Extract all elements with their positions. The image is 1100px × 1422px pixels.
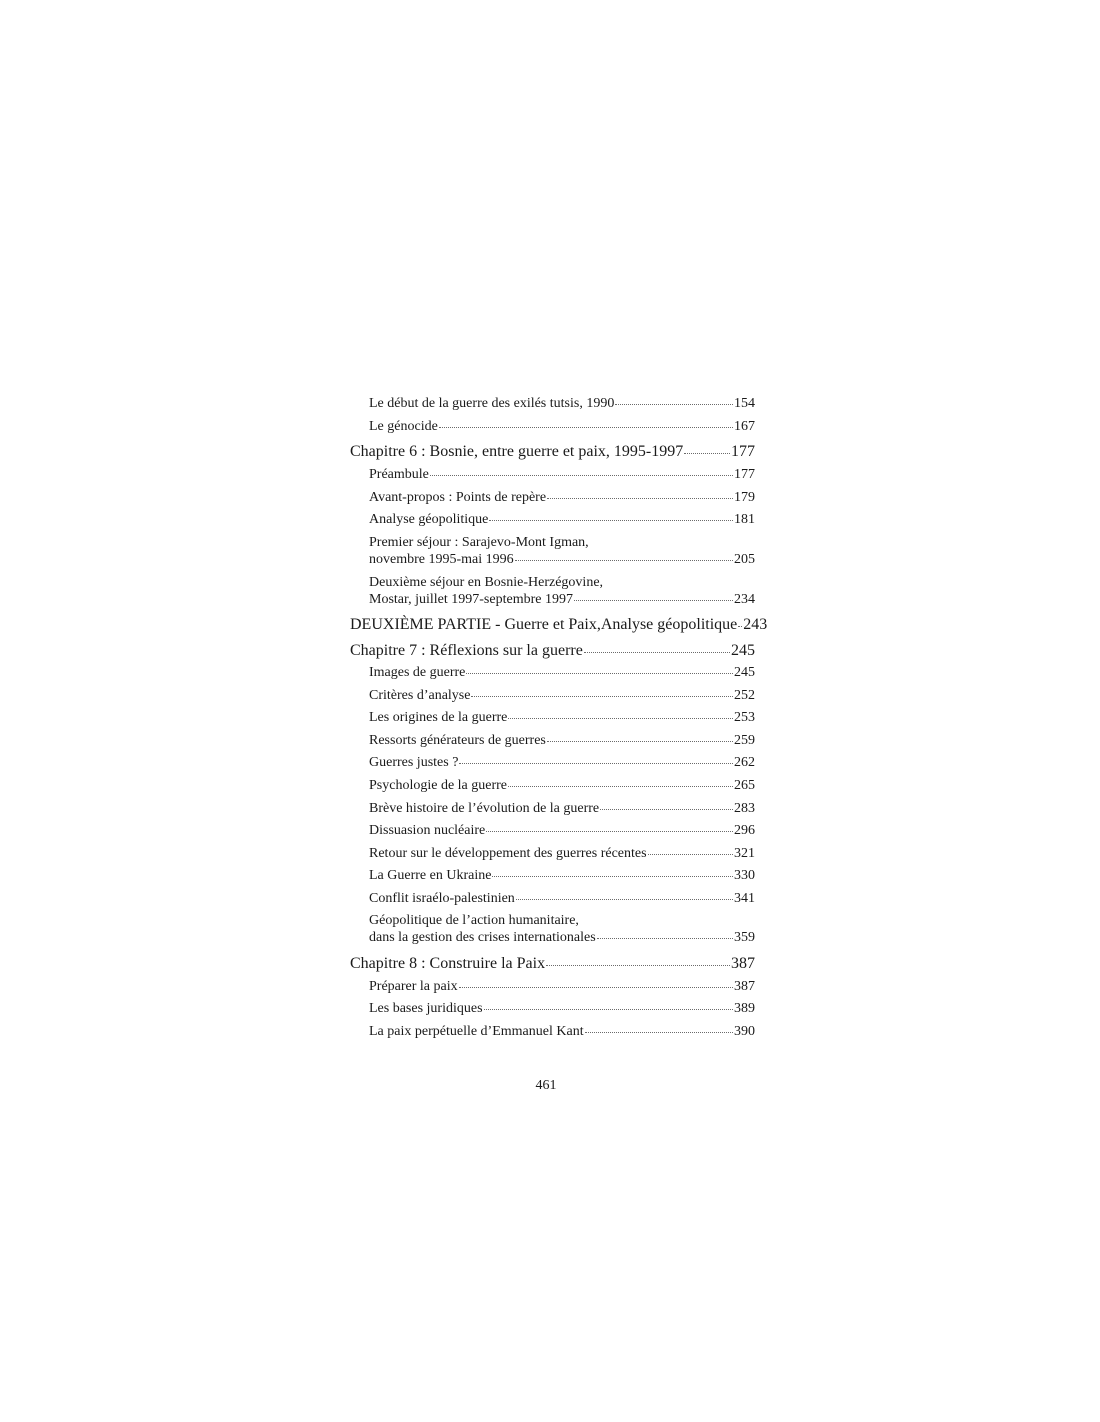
toc-entry-page: 389	[734, 1001, 755, 1016]
toc-section-entry[interactable]	[350, 890, 755, 907]
dot-leader	[600, 808, 733, 810]
toc-section-entry[interactable]	[350, 534, 755, 568]
toc-section-entry[interactable]	[350, 511, 755, 528]
dot-leader	[574, 599, 733, 601]
dot-leader	[585, 1031, 733, 1033]
toc-section-entry[interactable]	[350, 489, 755, 506]
toc-entry-title: novembre 1995-mai 1996	[369, 552, 514, 567]
toc-entry-page: 359	[734, 930, 755, 945]
toc-chapter-entry[interactable]	[350, 442, 755, 461]
toc-entry-title: Retour sur le développement des guerres récentes	[369, 846, 647, 861]
toc-entry-page: 321	[734, 846, 755, 861]
toc-entry-page: 154	[734, 396, 755, 411]
toc-chapter-entry[interactable]	[350, 615, 768, 634]
toc-entry-title: Les bases juridiques	[369, 1001, 483, 1016]
toc-entry-title: Ressorts générateurs de guerres	[369, 733, 546, 748]
dot-leader	[471, 695, 733, 697]
toc-section-entry[interactable]	[350, 709, 755, 726]
toc-entry-title: Préparer la paix	[369, 979, 458, 994]
toc-section-entry[interactable]	[350, 867, 755, 884]
dot-leader	[508, 717, 733, 719]
toc-entry-page: 253	[734, 710, 755, 725]
toc-entry-page: 259	[734, 733, 755, 748]
dot-leader	[648, 853, 733, 855]
dot-leader	[492, 875, 733, 877]
toc-entry-title: Critères d’analyse	[369, 688, 471, 703]
toc-entry-title: DEUXIÈME PARTIE - Guerre et Paix,Analyse géopolitique	[350, 616, 738, 633]
toc-entry-title: Analyse géopolitique	[369, 512, 489, 527]
toc-entry-page: 245	[734, 665, 755, 680]
toc-section-entry[interactable]	[350, 754, 755, 771]
toc-entry-title: Le génocide	[369, 419, 438, 434]
toc-entry-page: 262	[734, 755, 755, 770]
toc-section-entry[interactable]	[350, 732, 755, 749]
toc-entry-title: Mostar, juillet 1997-septembre 1997	[369, 592, 573, 607]
toc-section-entry[interactable]	[350, 822, 755, 839]
toc-section-entry[interactable]	[350, 687, 755, 704]
page-number: 461	[535, 1078, 557, 1093]
dot-leader	[489, 519, 733, 521]
toc-entry-page: 181	[734, 512, 755, 527]
toc-entry-page: 283	[734, 801, 755, 816]
toc-entry-title-line: Deuxième séjour en Bosnie-Herzégovine,	[369, 575, 604, 590]
dot-leader	[546, 964, 730, 966]
dot-leader	[439, 426, 733, 428]
toc-entry-title: Psychologie de la guerre	[369, 778, 508, 793]
toc-entry-title: Images de guerre	[369, 665, 466, 680]
toc-chapter-entry[interactable]	[350, 954, 755, 973]
toc-entry-page: 177	[731, 443, 755, 460]
dot-leader	[684, 452, 730, 454]
toc-entry-title: Chapitre 6 : Bosnie, entre guerre et paix, 1995-1997	[350, 443, 684, 460]
dot-leader	[430, 474, 733, 476]
toc-entry-title: Avant-propos : Points de repère	[369, 490, 547, 505]
dot-leader	[584, 651, 730, 653]
dot-leader	[597, 937, 733, 939]
toc-entry-title: Brève histoire de l’évolution de la guerre	[369, 801, 600, 816]
toc-entry-page: 341	[734, 891, 755, 906]
toc-entry-page: 390	[734, 1024, 755, 1039]
dot-leader	[508, 785, 733, 787]
toc-entry-page: 387	[734, 979, 755, 994]
toc-entry-page: 177	[734, 467, 755, 482]
toc-entry-title: Chapitre 7 : Réflexions sur la guerre	[350, 642, 583, 659]
dot-leader	[547, 740, 733, 742]
toc-section-entry[interactable]	[350, 664, 755, 681]
toc-entry-title-line: Géopolitique de l’action humanitaire,	[369, 913, 579, 928]
dot-leader	[466, 672, 733, 674]
toc-chapter-entry[interactable]	[350, 641, 755, 660]
toc-entry-page: 245	[731, 642, 755, 659]
dot-leader	[484, 1008, 733, 1010]
dot-leader	[547, 497, 733, 499]
toc-entry-page: 179	[734, 490, 755, 505]
toc-entry-title: dans la gestion des crises internationales	[369, 930, 596, 945]
toc-entry-title: La Guerre en Ukraine	[369, 868, 492, 883]
dot-leader	[738, 625, 742, 627]
toc-section-entry[interactable]	[350, 978, 755, 995]
toc-entry-title: Les origines de la guerre	[369, 710, 508, 725]
toc-section-entry[interactable]	[350, 800, 755, 817]
toc-entry-page: 265	[734, 778, 755, 793]
dot-leader	[459, 986, 733, 988]
toc-entry-page: 296	[734, 823, 755, 838]
toc-section-entry[interactable]	[350, 418, 755, 435]
toc-entry-page: 167	[734, 419, 755, 434]
toc-entry-page: 234	[734, 592, 755, 607]
dot-leader	[515, 559, 733, 561]
toc-entry-title: La paix perpétuelle d’Emmanuel Kant	[369, 1024, 584, 1039]
toc-entry-page: 205	[734, 552, 755, 567]
dot-leader	[486, 830, 733, 832]
toc-entry-title: Guerres justes ?	[369, 755, 459, 770]
toc-section-entry[interactable]	[350, 1023, 755, 1040]
toc-section-entry[interactable]	[350, 1000, 755, 1017]
dot-leader	[459, 762, 733, 764]
toc-entry-page: 330	[734, 868, 755, 883]
toc-entry-title: Préambule	[369, 467, 429, 482]
toc-entry-title: Chapitre 8 : Construire la Paix	[350, 955, 546, 972]
toc-entry-title: Le début de la guerre des exilés tutsis, 1990	[369, 396, 615, 411]
toc-section-entry[interactable]	[350, 777, 755, 794]
dot-leader	[516, 898, 733, 900]
toc-entry-title: Conflit israélo-palestinien	[369, 891, 515, 906]
toc-section-entry[interactable]	[350, 912, 755, 946]
toc-entry-page: 387	[731, 955, 755, 972]
dot-leader	[615, 403, 733, 405]
toc-section-entry[interactable]	[350, 466, 755, 483]
toc-entry-title: Dissuasion nucléaire	[369, 823, 486, 838]
toc-entry-page: 252	[734, 688, 755, 703]
toc-entry-title-line: Premier séjour : Sarajevo-Mont Igman,	[369, 535, 589, 550]
toc-section-entry[interactable]	[350, 395, 755, 412]
toc-entry-page: 243	[743, 616, 768, 633]
toc-section-entry[interactable]	[350, 845, 755, 862]
toc-section-entry[interactable]	[350, 574, 755, 608]
